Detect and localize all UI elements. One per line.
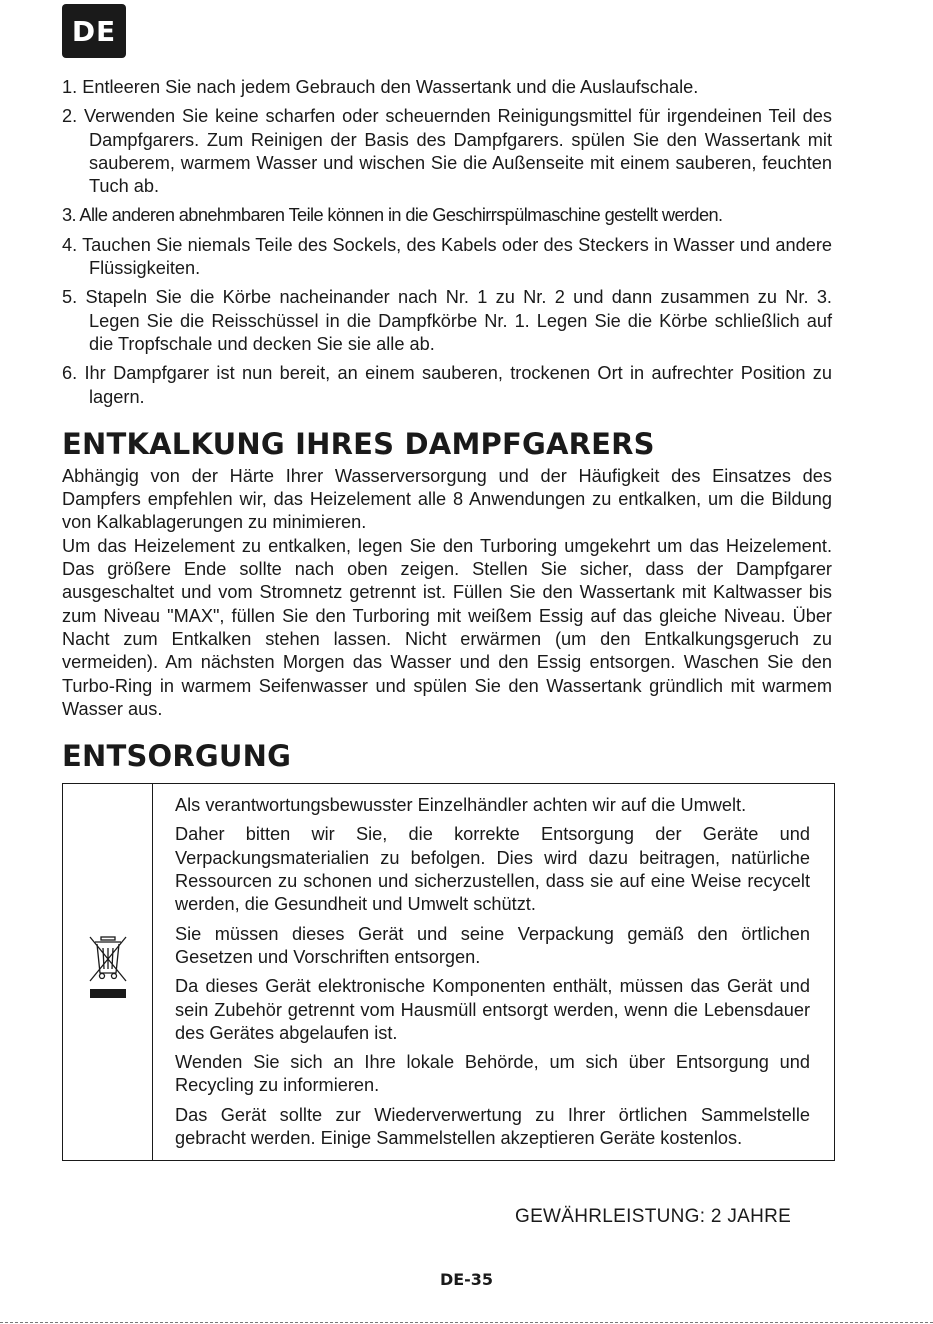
cleaning-steps-list: [62, 76, 832, 409]
warranty-note: GEWÄHRLEISTUNG: 2 JAHRE: [515, 1206, 792, 1227]
descaling-heading: ENTKALKUNG IHRES DAMPFGARERS: [62, 426, 655, 461]
language-badge: DE: [62, 4, 126, 58]
disposal-icon-cell: [63, 784, 153, 1161]
disposal-paragraph: Als verantwortungsbewusster Einzelhändler achten wir auf die Umwelt.: [175, 795, 747, 816]
disposal-table: [62, 783, 835, 1161]
disposal-text-cell: [153, 784, 835, 1161]
list-item: 6. Ihr Dampfgarer ist nun bereit, an einem sauberen, trockenen Ort in aufrechter Position zu lagern.: [62, 363, 832, 407]
disposal-paragraph: Sie müssen dieses Gerät und seine Verpackung gemäß den örtlichen Gesetzen und Vorschriften entsorgen.: [175, 923, 810, 967]
main-content: [62, 76, 832, 1161]
list-item: 1. Entleeren Sie nach jedem Gebrauch den Wassertank und die Auslaufschale.: [62, 77, 699, 97]
disposal-paragraph: Da dieses Gerät elektronische Komponenten enthält, müssen das Gerät und sein Zubehör getrennt vom Hausmüll entsorgt werden, wenn die Lebensdauer des Gerätes abgelaufen ist.: [175, 976, 810, 1043]
disposal-heading: ENTSORGUNG: [62, 739, 292, 774]
descaling-paragraph: Um das Heizelement zu entkalken, legen Sie den Turboring umgekehrt um das Heizelement. Das größere Ende sollte nach oben zeigen. Stellen Sie sicher, dass der Dampfgarer ausgeschaltet und vom Stromnetz getrennt ist. Füllen Sie den Wassertank mit Kaltwasser bis zum Niveau "MAX", füllen Sie den Turboring mit weißem Essig auf das gleiche Niveau. Über Nacht zum Entkalken stehen lassen. Nicht erwärmen (um den Entkalkungsgeruch zu vermeiden). Am nächsten Morgen das Wasser und den Essig entsorgen. Waschen Sie den Turbo-Ring in warmem Seifenwasser und spülen Sie den Wassertank gründlich mit warmem Wasser aus.: [62, 535, 832, 719]
descaling-paragraph: Abhängig von der Härte Ihrer Wasserversorgung und der Häufigkeit des Einsatzes des Dampfers empfehlen wir, das Heizelement alle 8 Anwendungen zu entkalken, um die Bildung von Kalkablagerungen zu minimieren.: [62, 465, 832, 533]
list-item: 5. Stapeln Sie die Körbe nacheinander nach Nr. 1 zu Nr. 2 und dann zusammen zu Nr. 3. Legen Sie die Reisschüssel in die Dampfkörbe Nr. 1. Legen Sie die Körbe schließlich auf die Tropfschale und decken Sie sie alle ab.: [62, 287, 832, 354]
disposal-paragraph: Das Gerät sollte zur Wiederverwertung zu Ihrer örtlichen Sammelstelle gebracht werden. Einige Sammelstellen akzeptieren Geräte kostenlos.: [175, 1104, 810, 1148]
list-item: 2. Verwenden Sie keine scharfen oder scheuernden Reinigungsmittel für irgendeinen Teil des Dampfgarers. Zum Reinigen der Basis des Dampfgarers. spülen Sie den Wassertank mit sauberem, warmem Wasser und wischen Sie die Außenseite mit einem sauberen, feuchten Tuch ab.: [62, 106, 832, 197]
crossed-out-wheelie-bin-icon: [86, 933, 130, 1011]
bottom-divider: [0, 1322, 933, 1323]
list-item: 3. Alle anderen abnehmbaren Teile können in die Geschirrspülmaschine gestellt werden.: [62, 205, 723, 226]
page-number: DE-35: [439, 1270, 494, 1289]
disposal-paragraph: Daher bitten wir Sie, die korrekte Entsorgung der Geräte und Verpackungsmaterialien zu befolgen. Dies wird dazu beitragen, natürliche Ressourcen zu schonen und sicherzustellen, dass sie auf eine Weise recycelt werden, die Gesundheit und Umwelt schützt.: [175, 824, 810, 915]
disposal-paragraph: Wenden Sie sich an Ihre lokale Behörde, um sich über Entsorgung und Recycling zu informieren.: [175, 1052, 810, 1096]
list-item: 4. Tauchen Sie niemals Teile des Sockels, des Kabels oder des Steckers in Wasser und andere Flüssigkeiten.: [62, 234, 832, 279]
